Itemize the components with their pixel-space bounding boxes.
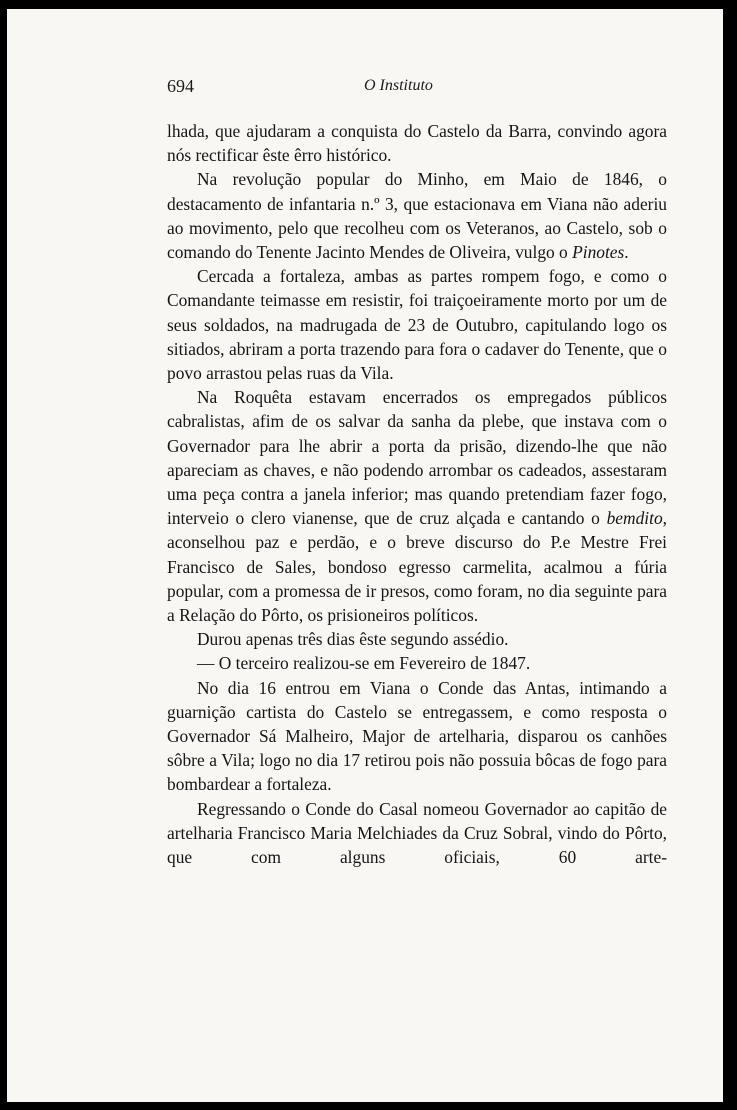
paragraph-7: No dia 16 entrou em Viana o Conde das Antas, intimando a guarnição cartista do Castelo se entregassem, e como resposta o Governador Sá Malheiro, Major de artelharia, disparou os canhões sôbre a Vila; logo no dia 17 retirou pois não possuia bôcas de fogo para bombardear a fortaleza. xyxy=(167,677,667,795)
page-header xyxy=(167,76,667,100)
paragraph-5: Durou apenas três dias êste segundo assédio. xyxy=(197,629,509,650)
paragraph-8: Regressando o Conde do Casal nomeou Governador ao capitão de artelharia Francisco Maria Melchiades da Cruz Sobral, vindo do Pôrto, que com alguns oficiais, 60 arte- xyxy=(167,798,667,868)
paragraph-2: Na revolução popular do Minho, em Maio de 1846, o destacamento de infantaria n.º 3, que estacionava em Viana não aderiu ao movimento, pelo que recolheu com os Veteranos, ao Castelo, sob o comando do Tenente Jacinto Mendes de Oliveira, vulgo o Pinotes. xyxy=(167,169,667,263)
body-text xyxy=(167,119,667,869)
paragraph-6: — O terceiro realizou-se em Fevereiro de 1847. xyxy=(197,653,531,674)
italic-term: Pinotes xyxy=(572,242,625,263)
paragraph-4: Na Roquêta estavam encerrados os empregados públicos cabralistas, afim de os salvar da sanha da plebe, que instava com o Governador para lhe abrir a porta da prisão, dizendo-lhe que não apareciam as chaves, e não podendo arrombar os cadeados, assestaram uma peça contra a janela inferior; mas quando pretendiam fazer fogo, interveio o clero vianense, que de cruz alçada e cantando o bemdito, aconselhou paz e perdão, e o breve discurso do P.e Mestre Frei Francisco de Sales, bondoso egresso carmelita, acalmou a fúria popular, com a promessa de ir presos, como foram, no dia seguinte para a Relação do Pôrto, os prisioneiros políticos. xyxy=(167,387,667,626)
paragraph-1: lhada, que ajudaram a conquista do Castelo da Barra, convindo agora nós rectificar êste êrro histórico. xyxy=(167,121,667,166)
document-page xyxy=(7,9,723,1102)
running-title: O Instituto xyxy=(364,77,433,94)
italic-term: bemdito xyxy=(606,508,663,529)
paragraph-3: Cercada a fortaleza, ambas as partes rompem fogo, e como o Comandante teimasse em resistir, foi traiçoeiramente morto por um de seus soldados, na madrugada de 23 de Outubro, capitulando logo os sitiados, abriram a porta trazendo para fora o cadaver do Tenente, que o povo arrastou pelas ruas da Vila. xyxy=(167,266,667,384)
page-number: 694 xyxy=(167,76,194,96)
